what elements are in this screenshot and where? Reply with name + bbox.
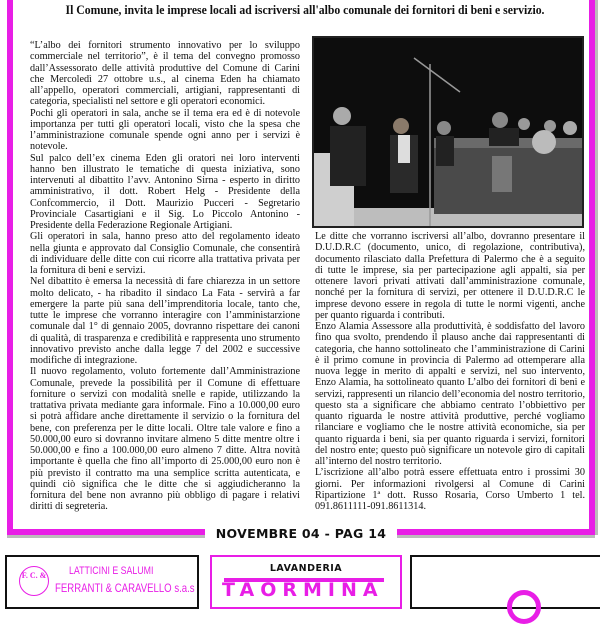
ad-logo-circle-icon xyxy=(507,590,541,624)
ad-company-name: FERRANTI & CARAVELLO s.a.s xyxy=(55,581,195,595)
paragraph: Pochi gli operatori in sala, anche se il tema era ed è di notevole importanza per tutti gli operatori locali, visto che la spesa che l’amministrazione comunale spende ogni anno per i servizi è notevole. xyxy=(30,107,300,153)
ad-company-name: TAORMINA xyxy=(222,579,384,601)
paragraph: Sul palco dell’ex cinema Eden gli oratori nei loro interventi hanno ben illustrato le tematiche di questa iniziativa, sono intervenuti al dibattito l’avv. Antonino Sirna - esperto in diritto amministrativo, il dott. Robert Helg - Presidente della Confcommercio, il Dott. Maurizio Pucceri - Segretario Provinciale Casartigiani e il Sig. Lo Piccolo Antonino - Presidente della Federazione Regionale Artigiani. xyxy=(30,152,300,231)
ad-ferranti-caravello[interactable] xyxy=(5,555,199,609)
fc-logo: F. C. & xyxy=(19,566,49,596)
ad-tagline: LAVANDERIA xyxy=(269,563,343,574)
ad-third[interactable] xyxy=(410,555,600,609)
paragraph: Gli operatori in sala, hanno preso atto del regolamento ideato nella giunta e approvato dal Consiglio Comunale, che consentirà di individuare delle ditte con cui ricorre alla trattativa privata per la fornitura di beni e servizi. xyxy=(30,231,300,276)
conference-photo xyxy=(312,36,584,228)
article-column-left xyxy=(30,40,300,513)
page-frame-left xyxy=(7,0,13,535)
paragraph: Enzo Alamia Assessore alla produttività, è soddisfatto del lavoro fino qua svolto, prendendo il plauso anche dai rappresentanti di categoria, che hanno sottolineato che l’amministrazione di Carini è il primo comune in provincia di Palermo ad ottemperare alla nuova legge in merito di appalti e servizi, nel suo intervento, Enzo Alamia, ha sottolineato quanto L’albo dei fornitori di beni e servizi, rappresenti un rilancio dell’economia del nostro territorio, questo sta a significare che abbiamo centrato l’obbiettivo per quanto riguarda le nostre attività produttive, perché vogliamo rilanciare e vogliamo che le nostre attività economiche, sia per quanto riguarda i beni, sia per quanto riguarda i servizi, fornitori del nostro ente; questo può significare un notevole giro di capitali all’interno del nostro territorio. xyxy=(315,321,585,467)
ad-lavanderia-taormina[interactable] xyxy=(210,555,402,609)
paragraph: Le ditte che vorranno iscriversi all’albo, dovranno presentare il D.U.D.R.C (documento, unico, di regolazione, contributiva), documento rilasciato dalla Prefettura di Palermo che è a seguito di tutte le imprese, sia per partecipazione agli appalti, sia per ottenere lavori privati attivati dall’amministrazione comunale, nonché per la fornitura di servizi, per ottenere il D.U.D.R.C le imprese devono essere in regola di tutte le normi vigenti, anche per quanto riguarda i contributi. xyxy=(315,231,585,321)
page-footer: NOVEMBRE 04 - PAG 14 xyxy=(205,524,397,544)
paragraph: Il nuovo regolamento, voluto fortemente dall’Amministrazione Comunale, prevede la possibilità per il Comune di effettuare forniture o servizi con modalità snelle e rapide, utilizzando la trattativa privata mediante gara informale. Fino a 10.000,00 euro si potrà affidare anche direttamente il servizio o la fornitura del bene, con preferenza per le ditte locali. Oltre tale valore e fino a 50.000,00 euro si dovranno invitare almeno 5 ditte mentre oltre i 50.000,00 e fino a 100.000,00 euro almeno 7 ditte. Altra novità importante è quella che fino all’importo di 25.000,00 euro non è più previsto il contratto ma una semplice scritta autenticata, e quindi ciò significa che le ditte che si aggiudicheranno la fornitura del bene non avranno più obbligo di pagare i relativi diritti di segreteria. xyxy=(30,366,300,513)
article-column-right xyxy=(315,231,585,512)
article-headline: Il Comune, invita le imprese locali ad iscriversi all'albo comunale dei fornitori di beni e servizio. xyxy=(65,3,545,17)
paragraph: “L’albo dei fornitori strumento innovativo per lo sviluppo commerciale nel territorio”, è il tema del convegno promosso dall’Assessorato delle attività produttive del Comune di Carini che Mercoledì 27 ottobre u.s., al cinema Eden ha chiamato all’appello, operatori commerciali, artigiani, rappresentanti di categoria, specialisti nel settore e gli operatori economici. xyxy=(30,40,300,108)
page-frame-right xyxy=(589,0,595,535)
paragraph: Nel dibattito è emersa la necessità di fare chiarezza in un settore molto delicato, - ha ribadito il sindaco La Fata - servirà a far emergere la parte più sana dell’imprenditoria locale, tanto che, tutte le imprese che vorranno interagire con l’amministarzione comunale dal 1° di gennaio 2005, dovranno rispettare dei canoni di qualità, di trasparenza e credibilità e rappresenta uno strumento innovativo previsto anche dalla legge 7 del 2002 e successive modifiche di integrazione. xyxy=(30,276,300,366)
paragraph: L’iscrizione all’albo potrà essere effettuata entro i prossimi 30 giorni. Per informazioni rivolgersi al Comune di Carini Ripartizione 1ª dott. Russo Rosaria, Corso Umberto 1 tel. 091.8611111-091.8611314. xyxy=(315,467,585,512)
ad-tagline: LATTICINI E SALUMI xyxy=(69,565,154,577)
